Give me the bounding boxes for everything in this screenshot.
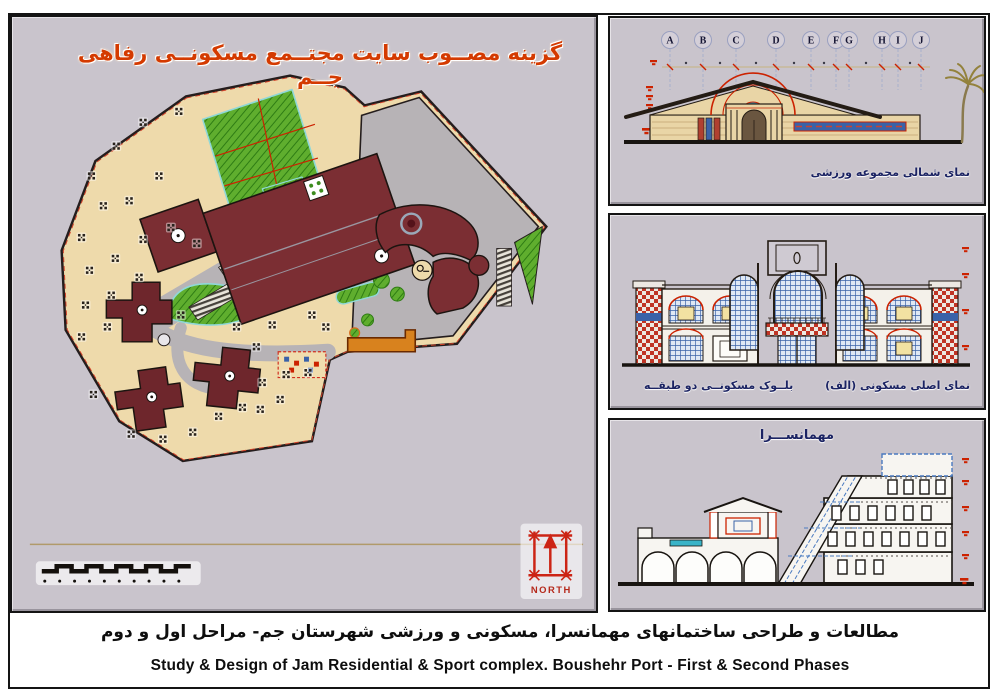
grid-letter: C xyxy=(732,35,740,47)
residential-caption-right: نمای اصلی مسکونی (الف) xyxy=(825,379,970,392)
residential-elevation-panel xyxy=(608,213,986,410)
parapet-tower xyxy=(768,241,826,275)
guesthouse-elevation-panel xyxy=(608,418,986,612)
grid-letter: E xyxy=(807,35,815,47)
tall-arch-window xyxy=(836,275,864,350)
north-arrow-label: NORTH xyxy=(530,584,572,596)
pool xyxy=(670,540,702,546)
low-wing xyxy=(638,498,782,584)
window-strip xyxy=(706,118,712,140)
center-entrance xyxy=(730,241,864,365)
grid-letter: G xyxy=(845,35,853,47)
guesthouse-title: مهمانســـرا xyxy=(759,428,835,443)
level-marks xyxy=(962,247,969,350)
footer-caption-farsi: مطالعات و طراحی ساختمانهای مهمانسرا، مسکونی و ورزشی شهرستان جم- مراحل اول و دوم xyxy=(100,622,900,642)
penthouse xyxy=(882,454,952,476)
grid-letter: F xyxy=(832,35,840,47)
window-strip xyxy=(698,118,704,140)
north-elevation-panel xyxy=(608,16,986,206)
roundabout xyxy=(158,334,170,346)
guesthouse-elevation-drawing xyxy=(610,420,984,610)
grid-letter: D xyxy=(772,35,780,47)
pavilion xyxy=(704,498,782,538)
level-marks xyxy=(960,458,969,584)
north-arrow xyxy=(521,524,583,599)
tall-arch-window xyxy=(730,275,758,350)
grid-letter: J xyxy=(918,35,924,47)
column-grid xyxy=(662,32,931,91)
footer-caption-english: Study & Design of Jam Residential & Sport complex. Boushehr Port - First & Second Phases xyxy=(150,657,850,674)
residential-caption-left: بلــوک مسکونــی دو طبقــه xyxy=(644,379,794,392)
scale-bar xyxy=(36,561,201,585)
site-plan-drawing xyxy=(12,17,596,611)
north-elevation-caption: نمای شمالی مجموعه ورزشی xyxy=(810,166,970,179)
site-plan-title: گزینه مصــوب سایت مجتــمع مسکونــی رفاهی جــم xyxy=(77,41,563,89)
grid-letter: B xyxy=(699,35,707,47)
grid-letter: I xyxy=(896,35,900,47)
grid-letter: A xyxy=(666,35,674,47)
grid-letter: H xyxy=(878,35,886,47)
window-strip xyxy=(714,118,720,140)
site-plan-panel xyxy=(10,15,598,613)
balcony xyxy=(766,323,828,336)
palm-tree xyxy=(946,64,984,142)
grand-arch xyxy=(774,271,822,327)
sports-hall-elevation xyxy=(624,73,962,142)
